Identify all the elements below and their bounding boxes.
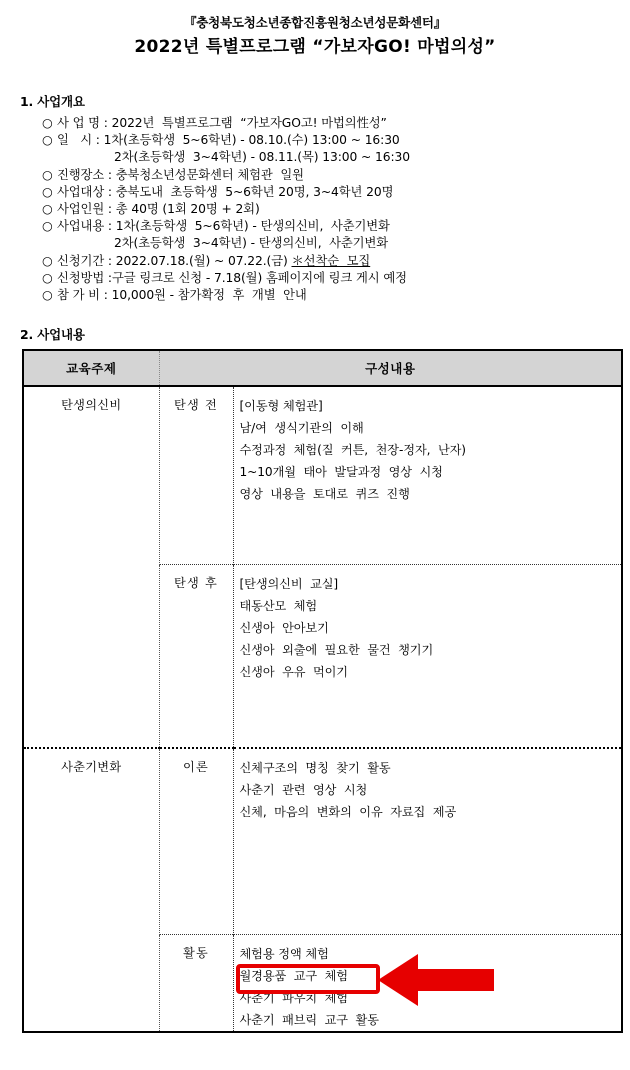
cell-topic — [23, 564, 159, 748]
overview-label-2: 진행장소 : — [57, 167, 112, 182]
list-item-content — [42, 218, 630, 235]
list-item-program-name — [42, 115, 630, 132]
list-item-capacity — [42, 201, 630, 218]
cell-detail — [233, 748, 622, 934]
detail-line-highlighted: 체험용 정액 체험 — [239, 946, 329, 961]
table-row — [23, 564, 622, 748]
detail-line: 신생아 외출에 필요한 물건 챙기기 — [239, 642, 434, 657]
overview-value-1: 1차(초등학생 5~6학년) - 08.10.(수) 13:00 ~ 16:30 — [99, 133, 400, 148]
list-item-application-method — [42, 270, 630, 287]
column-header-content: 구성내용 — [159, 350, 622, 386]
overview-value-6: 2022.07.18.(월) ~ 07.22.(금) — [111, 253, 292, 268]
detail-line: 신생아 안아보기 — [239, 620, 329, 635]
column-header-topic: 교육주제 — [23, 350, 159, 386]
cell-phase: 탄생 후 — [159, 564, 233, 748]
red-arrow-annotation — [378, 952, 494, 1008]
detail-line: 1~10개월 태아 발달과정 영상 시청 — [239, 465, 443, 480]
bullet-marker-icon: ○ — [42, 116, 53, 130]
overview-value-3: 충북도내 초등학생 5~6학년 20명, 3~4학년 20명 — [111, 184, 394, 199]
overview-value-0: 2022년 특별프로그램 “가보자GO고! 마법의性성” — [107, 116, 387, 130]
detail-line: 사춘기 파우치 체험 — [239, 990, 348, 1005]
section-detail-heading: 2. 사업내용 — [20, 327, 85, 343]
overview-label-1: 일 시 : — [57, 133, 100, 148]
page-title: 2022년 특별프로그램 “가보자GO! 마법의성” — [134, 36, 496, 57]
overview-value-5: 1차(초등학생 5~6학년) - 탄생의신비, 사춘기변화 — [111, 219, 390, 234]
list-item-application-period — [42, 253, 630, 270]
detail-line: 영상 내용을 토대로 퀴즈 진행 — [239, 487, 410, 502]
table-header-row — [23, 350, 622, 386]
overview-label-5: 사업내용 : — [57, 219, 112, 234]
bullet-marker-icon: ○ — [42, 219, 53, 234]
table-row — [23, 386, 622, 564]
bullet-marker-icon: ○ — [42, 270, 53, 285]
cell-detail — [233, 564, 622, 748]
bullet-marker-icon: ○ — [42, 167, 53, 182]
detail-line: 신생아 우유 먹이기 — [239, 664, 348, 679]
cell-phase: 탄생 전 — [159, 386, 233, 564]
list-item-datetime — [42, 132, 630, 149]
detail-line: 월경용품 교구 체험 — [239, 968, 348, 983]
program-table — [22, 349, 623, 1033]
bullet-marker-icon: ○ — [42, 133, 53, 148]
cell-topic — [23, 934, 159, 1032]
overview-label-7: 신청방법 : — [57, 270, 112, 285]
bullet-marker-icon: ○ — [42, 288, 53, 303]
section-detail — [0, 325, 630, 1033]
list-item-fee — [42, 287, 630, 304]
detail-line: 사춘기 관련 영상 시청 — [239, 783, 368, 798]
overview-label-3: 사업대상 : — [57, 184, 112, 199]
table-row — [23, 748, 622, 934]
overview-value-7: 구글 링크로 신청 - 7.18(월) 홈페이지에 링크 게시 예정 — [111, 270, 407, 285]
cell-phase: 이론 — [159, 748, 233, 934]
section-overview-heading: 1. 사업개요 — [20, 94, 85, 109]
detail-line: 신체구조의 명칭 찾기 활동 — [239, 761, 391, 776]
bullet-marker-icon: ○ — [42, 184, 53, 199]
overview-label-6: 신청기간 : — [57, 253, 112, 268]
detail-line: 신체, 마음의 변화의 이유 자료집 제공 — [239, 805, 457, 820]
detail-line: 수정과정 체험(질 커튼, 천장-정자, 난자) — [239, 443, 466, 458]
list-item-content-second: 2차(초등학생 3~4학년) - 탄생의신비, 사춘기변화 — [114, 236, 389, 251]
first-come-note: ＊선착순 모집 — [291, 253, 371, 268]
detail-line: 사춘기 패브릭 교구 활동 — [239, 1012, 379, 1027]
overview-value-8: 10,000원 - 참가확정 후 개별 안내 — [107, 288, 307, 303]
detail-line: 태동산모 체험 — [239, 598, 318, 613]
cell-detail — [233, 386, 622, 564]
overview-value-2: 충북청소년성문화센터 체험관 일원 — [111, 167, 304, 182]
cell-topic: 탄생의신비 — [23, 386, 159, 564]
list-item-datetime-second: 2차(초등학생 3~4학년) - 08.11.(목) 13:00 ~ 16:30 — [114, 150, 410, 165]
table-row — [23, 934, 622, 1032]
detail-line: 남/여 생식기관의 이해 — [239, 421, 364, 436]
overview-label-8: 참 가 비 : — [57, 288, 108, 303]
cell-topic: 사춘기변화 — [23, 748, 159, 934]
overview-value-4: 총 40명 (1회 20명 + 2회) — [111, 202, 260, 217]
overview-list — [0, 115, 630, 304]
organization-line: 『충청북도청소년종합진흥원청소년성문화센터』 — [183, 15, 447, 30]
overview-label-4: 사업인원 : — [57, 202, 112, 217]
bullet-marker-icon: ○ — [42, 202, 53, 217]
detail-line: [이동형 체험관] — [239, 399, 323, 414]
bullet-marker-icon: ○ — [42, 253, 53, 268]
list-item-location — [42, 167, 630, 184]
detail-line: [탄생의신비 교실] — [239, 576, 339, 591]
document-header — [0, 0, 630, 60]
cell-phase: 활동 — [159, 934, 233, 1032]
list-item-target — [42, 184, 630, 201]
section-overview — [0, 92, 630, 304]
overview-label-0: 사 업 명 : — [57, 116, 108, 130]
